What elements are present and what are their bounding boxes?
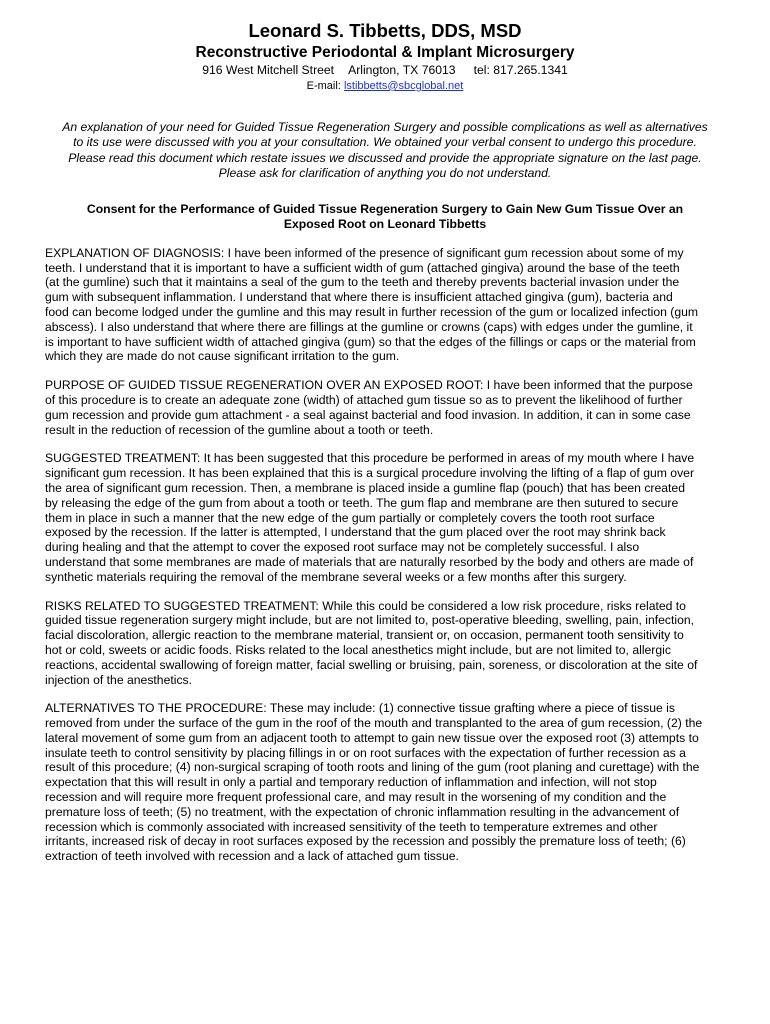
email-label: E-mail: [306, 80, 341, 92]
paragraph-line: EXPLANATION OF DIAGNOSIS: I have been informed of the presence of significant gum recession about some of my [45, 245, 684, 260]
paragraph-line: premature loss of teeth; (5) no treatment, with the expectation of chronic inflammation resulting in the advancement of [45, 804, 680, 819]
intro-line: An explanation of your need for Guided Tissue Regeneration Surgery and possible complications as well as alternatives [62, 120, 708, 134]
paragraph-line: recession and will require more frequent professional care, and may result in the worsening of my condition and the [45, 790, 667, 805]
paragraph-line: result in the reduction of recession of the gumline about a tooth or teeth. [45, 422, 434, 437]
paragraph-line: them in place in such a manner that the new edge of the gum partially or completely covers the tooth root surface [45, 510, 655, 525]
section-suggested-treatment [45, 451, 725, 584]
paragraph-line: gum recession and provide gum attachment - a seal against bacterial and food invasion. In addition, it can in some case [45, 407, 691, 422]
paragraph-line: during healing and that the attempt to cover the exposed root surface may not be completely successful. I also [45, 540, 640, 555]
paragraph-line: by releasing the edge of the gum from about a tooth or teeth. The gum flap and membrane are then sutured to secure [45, 495, 679, 510]
paragraph-line: expectation that this will result in only a partial and temporary reduction of inflammation and infection, will not stop [45, 775, 657, 790]
paragraph-line: gum with subsequent inflammation. I understand that where there is insufficient attached gingiva (gum), bacteria and [45, 290, 673, 305]
paragraph-line: extraction of teeth involved with recession and a lack of attached gum tissue. [45, 849, 459, 864]
street-address: 916 West Mitchell Street [202, 63, 335, 77]
section-explanation-of-diagnosis [45, 246, 725, 364]
paragraph-line: recession which is commonly associated with increased sensitivity of the teeth to temperature extremes and other [45, 819, 658, 834]
email-link[interactable]: lstibbetts@sbcglobal.net [343, 80, 464, 92]
paragraph-line: (at the gumline) such that it maintains a seal of the gum to the teeth and thereby prevents bacterial invasion under the [45, 275, 680, 290]
paragraph-line: insulate teeth to control sensitivity by placing fillings in or on root surfaces with the expectation of further recession as a [45, 745, 686, 760]
phone-number: tel: 817.265.1341 [473, 63, 568, 77]
intro-line: Please ask for clarification of anything you do not understand. [218, 165, 552, 180]
paragraph-line: RISKS RELATED TO SUGGESTED TREATMENT: While this could be considered a low risk procedure, risks related to [45, 598, 686, 613]
paragraph-line: ALTERNATIVES TO THE PROCEDURE: These may include: (1) connective tissue grafting where a piece of tissue is [45, 701, 675, 716]
email-line [45, 79, 725, 93]
paragraph-line: guided tissue regeneration surgery might include, but are not limited to, post-operative bleeding, swelling, pain, infection, [45, 613, 695, 628]
paragraph-line: significant gum recession. It has been explained that this is a surgical procedure involving the lifting of a flap of gum over [45, 466, 695, 481]
intro-line: to its use were discussed with you at your consultation. We obtained your verbal consent to undergo this procedure. [73, 135, 697, 150]
paragraph-line: irritants, increased risk of decay in root surfaces exposed by the recession and possibly the premature loss of teeth; (6) [45, 834, 686, 849]
paragraph-line: lateral movement of some gum from an adjacent tooth to attempt to gain new tissue over the exposed root (3) attempts to [45, 730, 699, 745]
section-alternatives [45, 701, 725, 864]
paragraph-line: of this procedure is to create an adequate zone (width) of attached gum tissue so as to prevent the likelihood of further [45, 392, 683, 407]
consent-title-line: Consent for the Performance of Guided Tissue Regeneration Surgery to Gain New Gum Tissue Over an [86, 202, 684, 217]
intro-line: Please read this document which restate issues we discussed and provide the appropriate signature on the last page. [68, 150, 702, 165]
consent-title-line: Exposed Root on Leonard Tibbetts [283, 217, 487, 232]
paragraph-line: synthetic materials requiring the removal of the membrane several weeks or a few months after this surgery. [45, 569, 627, 584]
paragraph-line: is important to have sufficient width of attached gingiva (gum) so that the edges of the fillings or caps or the material from [45, 334, 696, 349]
practice-specialty: Reconstructive Periodontal & Implant Microsurgery [195, 44, 575, 61]
address-line [45, 63, 725, 78]
letterhead [45, 20, 725, 93]
paragraph-line: reactions, accidental swallowing of foreign matter, facial swelling or bruising, pain, soreness, or discoloration at the site of [45, 657, 698, 672]
paragraph-line: the area of significant gum recession. Then, a membrane is placed inside a gumline flap (pouch) that has been created [45, 480, 685, 495]
paragraph-line: result of this procedure; (4) non-surgical scraping of tooth roots and lining of the gum (root planing and curettage) with the [45, 760, 700, 775]
paragraph-line: teeth. I understand that it is important to have a sufficient width of gum (attached gingiva) around the base of the teeth [45, 260, 680, 275]
paragraph-line: food can become lodged under the gumline and this may result in further recession of the gum or localized infection (gum [45, 304, 699, 319]
paragraph-line: removed from under the surface of the gum in the roof of the mouth and transplanted to the area of gum recession, (2) the [45, 716, 703, 731]
paragraph-line: exposed by the recession. If the latter is attempted, I understand that the gum placed over the root may shrink back [45, 525, 666, 540]
consent-title [45, 202, 725, 233]
paragraph-line: abscess). I also understand that where there are fillings at the gumline or crowns (caps) with edges under the gumline, it [45, 319, 693, 334]
paragraph-line: understand that some membranes are made of materials that are naturally resorbed by the body and others are made of [45, 554, 694, 569]
paragraph-line: facial discoloration, allergic reaction to the membrane material, transient or, on occasion, permanent tooth sensitivity to [45, 628, 684, 643]
paragraph-line: SUGGESTED TREATMENT: It has been suggested that this procedure be performed in areas of my mouth where I have [45, 451, 695, 466]
intro-statement [45, 120, 725, 181]
consent-document [45, 0, 725, 864]
paragraph-line: hot or cold, sweets or acidic foods. Risks related to the local anesthetics might include, but are not limited to, allergic [45, 642, 671, 657]
paragraph-line: PURPOSE OF GUIDED TISSUE REGENERATION OVER AN EXPOSED ROOT: I have been informed that the purpose [45, 378, 693, 393]
section-risks [45, 599, 725, 688]
section-purpose [45, 378, 725, 437]
paragraph-line: injection of the anesthetics. [45, 672, 193, 687]
doctor-name: Leonard S. Tibbetts, DDS, MSD [248, 20, 522, 41]
paragraph-line: which they are made do not cause significant irritation to the gum. [45, 349, 400, 364]
city-state-zip: Arlington, TX 76013 [348, 63, 456, 77]
